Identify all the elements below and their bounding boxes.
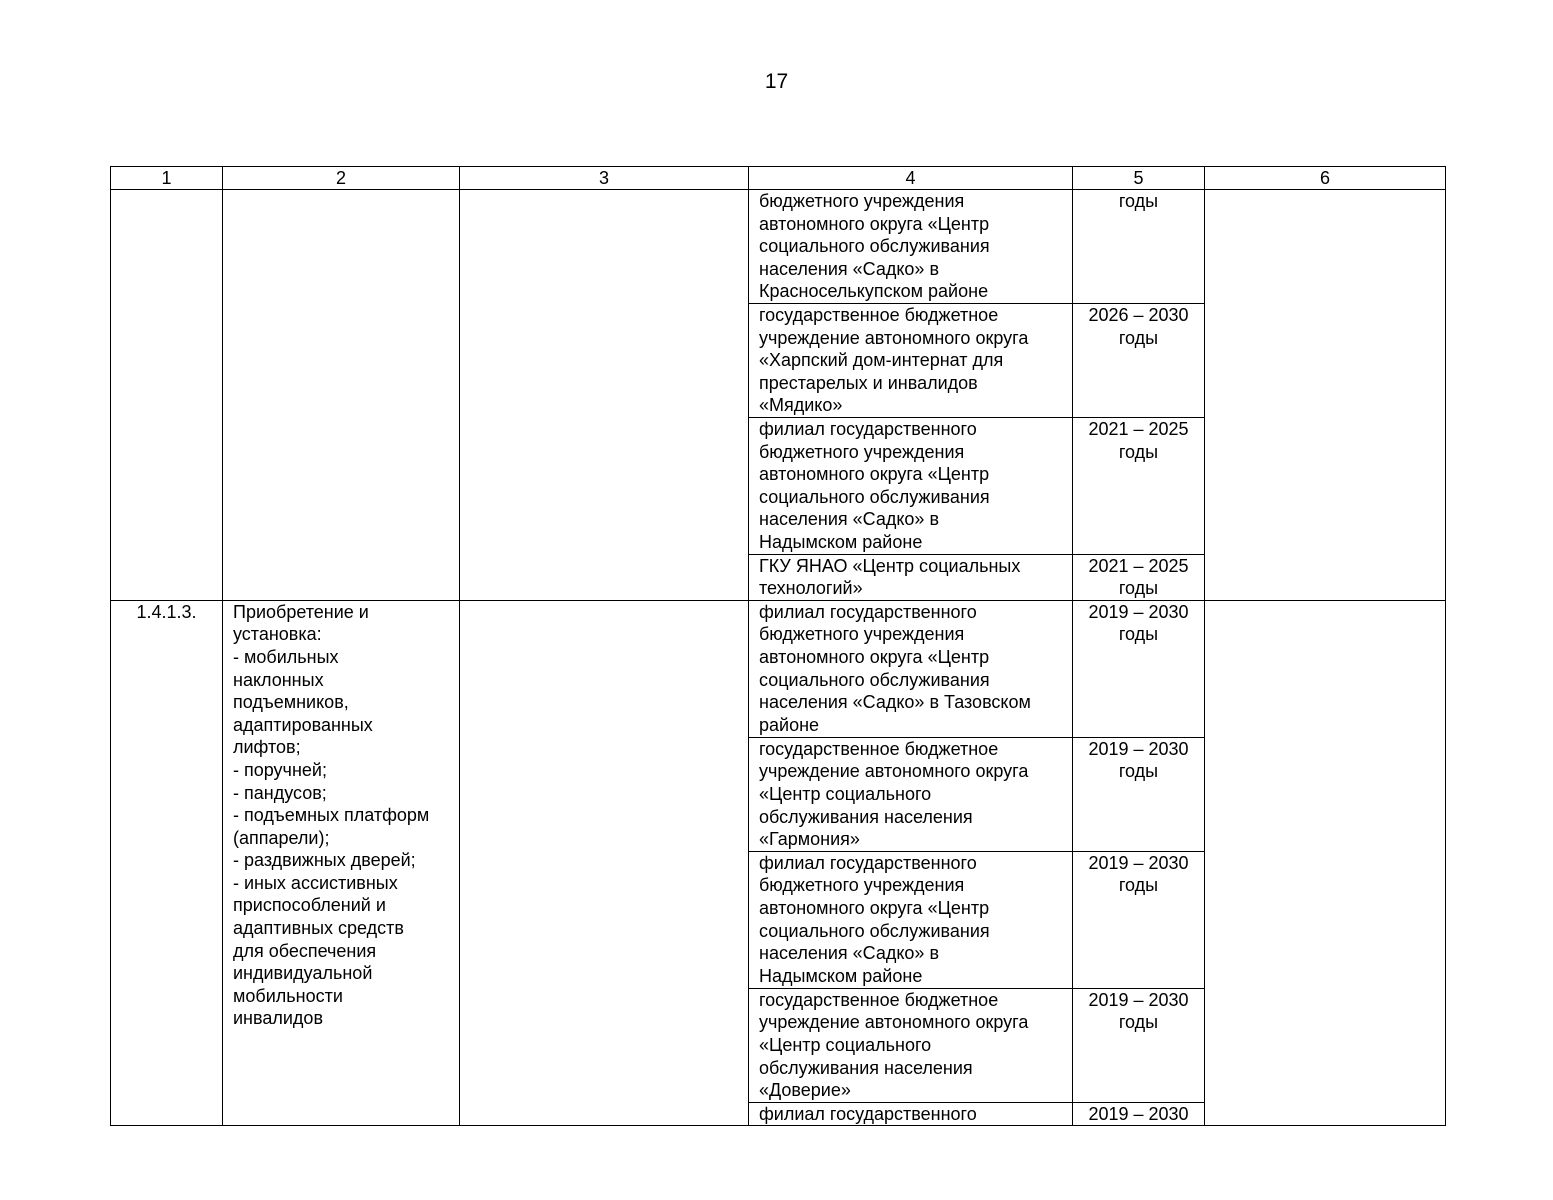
measure-number-cell: 1.4.1.3. bbox=[111, 600, 223, 1126]
organization-cell: ГКУ ЯНАО «Центр социальных технологий» bbox=[749, 554, 1073, 600]
column-header-1: 1 bbox=[111, 167, 223, 190]
column-6-cell bbox=[1205, 600, 1446, 1126]
organization-cell: филиал государственного бюджетного учреждения автономного округа «Центр социального обслуживания населения «Садко» в Тазовском районе bbox=[749, 600, 1073, 737]
column-6-cell bbox=[1205, 190, 1446, 601]
period-cell: 2019 – 2030 годы bbox=[1073, 600, 1205, 737]
period-cell: 2019 – 2030 bbox=[1073, 1102, 1205, 1126]
measures-table bbox=[110, 166, 1446, 1126]
measure-description-cell: Приобретение и установка: - мобильных наклонных подъемников, адаптированных лифтов; - поручней; - пандусов; - подъемных платформ (аппарели); - раздвижных дверей; - иных ассистивных приспособлений и адаптивных средств для обеспечения индивидуальной мобильности инвалидов bbox=[223, 600, 460, 1126]
period-cell: годы bbox=[1073, 190, 1205, 304]
column-header-5: 5 bbox=[1073, 167, 1205, 190]
measure-description-cell bbox=[223, 190, 460, 601]
organization-cell: бюджетного учреждения автономного округа «Центр социального обслуживания населения «Садко» в Красноселькупском районе bbox=[749, 190, 1073, 304]
organization-cell: государственное бюджетное учреждение автономного округа «Харпский дом-интернат для престарелых и инвалидов «Мядико» bbox=[749, 304, 1073, 418]
column-header-4: 4 bbox=[749, 167, 1073, 190]
organization-cell: филиал государственного bbox=[749, 1102, 1073, 1126]
column-header-6: 6 bbox=[1205, 167, 1446, 190]
organization-cell: государственное бюджетное учреждение автономного округа «Центр социального обслуживания населения «Гармония» bbox=[749, 737, 1073, 851]
table-row bbox=[111, 190, 1446, 304]
header-row bbox=[111, 167, 1446, 190]
column-header-3: 3 bbox=[460, 167, 749, 190]
period-cell: 2019 – 2030 годы bbox=[1073, 988, 1205, 1102]
organization-cell: филиал государственного бюджетного учреждения автономного округа «Центр социального обслуживания населения «Садко» в Надымском районе bbox=[749, 418, 1073, 555]
measure-number-cell bbox=[111, 190, 223, 601]
organization-cell: филиал государственного бюджетного учреждения автономного округа «Центр социального обслуживания населения «Садко» в Надымском районе bbox=[749, 851, 1073, 988]
period-cell: 2019 – 2030 годы bbox=[1073, 737, 1205, 851]
column-3-cell bbox=[460, 190, 749, 601]
table-row bbox=[111, 600, 1446, 737]
period-cell: 2019 – 2030 годы bbox=[1073, 851, 1205, 988]
page-number: 17 bbox=[764, 70, 789, 93]
period-cell: 2021 – 2025 годы bbox=[1073, 554, 1205, 600]
column-3-cell bbox=[460, 600, 749, 1126]
period-cell: 2021 – 2025 годы bbox=[1073, 418, 1205, 555]
organization-cell: государственное бюджетное учреждение автономного округа «Центр социального обслуживания населения «Доверие» bbox=[749, 988, 1073, 1102]
column-header-2: 2 bbox=[223, 167, 460, 190]
period-cell: 2026 – 2030 годы bbox=[1073, 304, 1205, 418]
